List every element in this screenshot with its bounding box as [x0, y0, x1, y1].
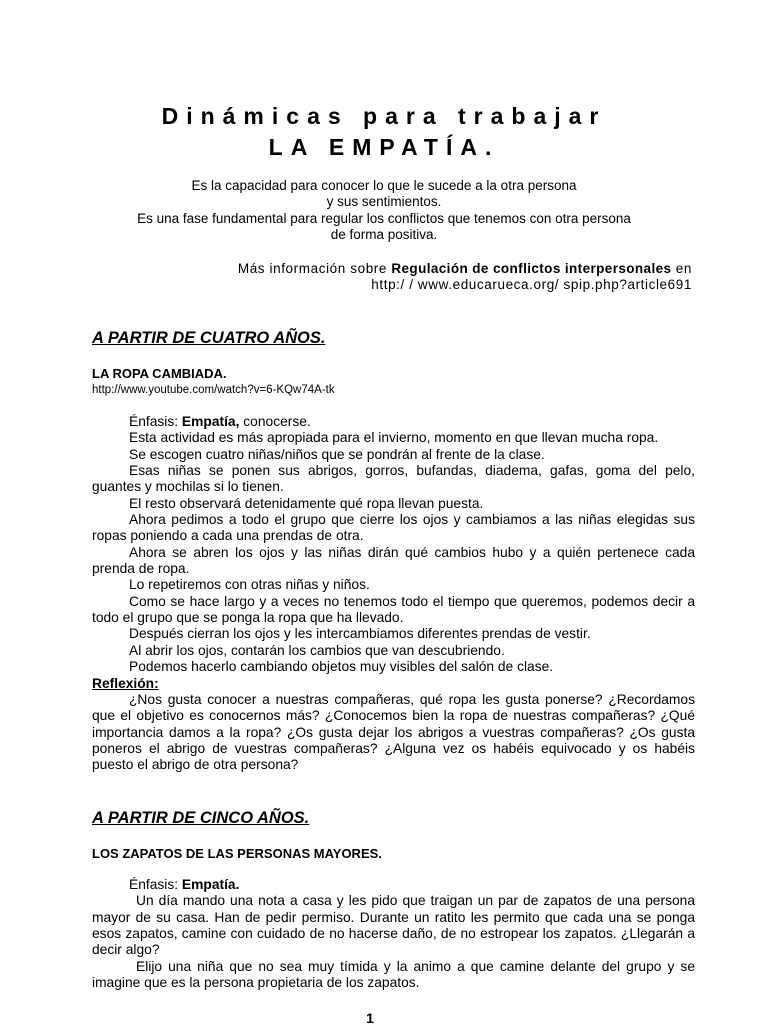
- paragraph: Al abrir los ojos, contarán los cambios que van descubriendo.: [129, 642, 505, 658]
- intro-line: y sus sentimientos.: [326, 194, 442, 210]
- section1-video-link[interactable]: http://www.youtube.com/watch?v=6-KQw74A-tk: [92, 384, 335, 396]
- enfasis-rest: conocerse.: [239, 414, 311, 429]
- document-title-line2: LA EMPATÍA.: [268, 134, 500, 160]
- section1-heading: A PARTIR DE CUATRO AÑOS.: [92, 329, 326, 347]
- more-info-link[interactable]: Regulación de conflictos interpersonales: [391, 261, 672, 276]
- enfasis-label: Énfasis:: [129, 414, 182, 429]
- section2-body: [92, 877, 695, 991]
- intro-line: de forma positiva.: [330, 227, 438, 243]
- intro-line: Es la capacidad para conocer lo que le sucede a la otra persona: [191, 178, 577, 193]
- reflexion-text: ¿Nos gusta conocer a nuestras compañeras, qué ropa les gusta ponerse? ¿Recordamos que el objetivo es conocernos más? ¿Conocemos bien la ropa de nuestras compañeras? ¿Qué importancia damos a la ropa? ¿Os gusta dejar los abrigos a vuestras compañeras? ¿Os gusta poneros el abrigo de vuestras compañeras? ¿Alguna vez os habéis equivocado y os habéis puesto el abrigo de otra persona?: [92, 691, 695, 773]
- enfasis-line: [92, 877, 695, 893]
- paragraph: Elijo una niña que no sea muy tímida y la animo a que camine delante del grupo y se imagine que es la persona propietaria de los zapatos.: [92, 958, 695, 991]
- document-title-line1: Dinámicas para trabajar: [161, 103, 607, 129]
- paragraph: Esas niñas se ponen sus abrigos, gorros, bufandas, diadema, gafas, goma del pelo, guantes y mochilas si lo tienen.: [92, 463, 695, 495]
- paragraph: Podemos hacerlo cambiando objetos muy visibles del salón de clase.: [129, 659, 554, 675]
- section1-activity-title: LA ROPA CAMBIADA.: [92, 366, 227, 381]
- more-info-line: [238, 261, 692, 277]
- more-info: [238, 261, 692, 294]
- more-info-prefix: Más información sobre: [237, 261, 392, 276]
- paragraph: Un día mando una nota a casa y les pido que traigan un par de zapatos de una persona mayor de su casa. Han de pedir permiso. Durante un ratito les permito que cada una se ponga esos zapatos, camine con cuidado de no hacerse daño, de no estropear los zapatos. ¿Llegarán a decir algo?: [92, 893, 695, 958]
- more-info-url[interactable]: http:/ / www.educarueca.org/ spip.php?article691: [371, 277, 692, 293]
- paragraph: Esta actividad es más apropiada para el invierno, momento en que llevan mucha ropa.: [129, 430, 659, 446]
- paragraph: El resto observará detenidamente qué ropa llevan puesta.: [129, 495, 484, 511]
- intro-line: Es una fase fundamental para regular los conflictos que tenemos con otra persona: [137, 210, 631, 226]
- enfasis-bold: Empatía.: [181, 877, 240, 892]
- reflexion-label: Reflexión:: [92, 675, 159, 691]
- section1-body: [92, 414, 695, 774]
- page-number: 1: [366, 1010, 374, 1026]
- more-info-suffix: en: [671, 261, 692, 276]
- enfasis-label: Énfasis:: [129, 877, 182, 892]
- section2-heading: A PARTIR DE CINCO AÑOS.: [92, 809, 310, 827]
- paragraph: Después cierran los ojos y les intercambiamos diferentes prendas de vestir.: [129, 626, 591, 642]
- paragraph: Ahora pedimos a todo el grupo que cierre los ojos y cambiamos a las niñas elegidas sus ropas poniendo a cada una prendas de otra.: [92, 512, 695, 544]
- intro-text: [80, 178, 688, 244]
- section2-activity-title: LOS ZAPATOS DE LAS PERSONAS MAYORES.: [92, 846, 382, 861]
- paragraph: Se escogen cuatro niñas/niños que se pondrán al frente de la clase.: [129, 446, 545, 462]
- paragraph: Ahora se abren los ojos y las niñas dirán qué cambios hubo y a quién pertenece cada prenda de ropa.: [92, 544, 695, 577]
- paragraph: Como se hace largo y a veces no tenemos todo el tiempo que queremos, podemos decir a todo el grupo que se ponga la ropa que ha llevado.: [92, 593, 695, 626]
- enfasis-line: [92, 414, 695, 430]
- paragraph: Lo repetiremos con otras niñas y niños.: [129, 577, 370, 593]
- enfasis-bold: Empatía,: [181, 414, 240, 429]
